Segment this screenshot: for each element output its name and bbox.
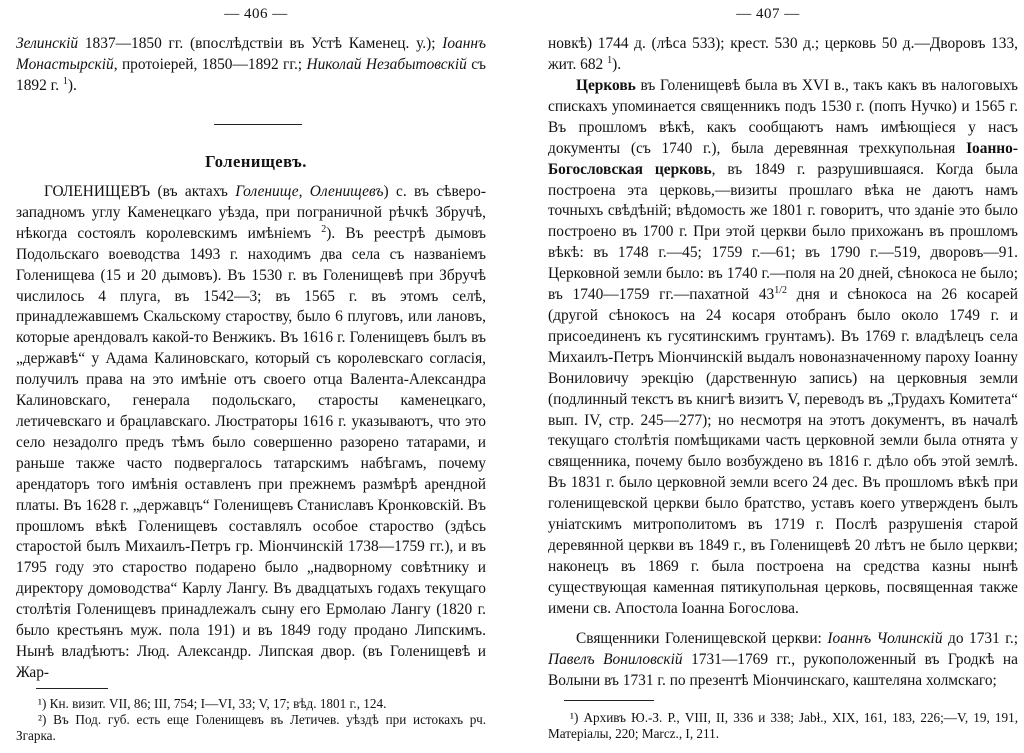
person-name: Николай Незабытовскiй bbox=[306, 55, 467, 73]
body-text: новкѣ) 1744 д. (лѣса 533); крест. 530 д.; церковь 50 д.—Дворовъ 133, жит. 682 bbox=[548, 35, 1018, 73]
footnote-ref: 1 bbox=[62, 75, 68, 87]
page-number-right: — 407 — bbox=[736, 6, 800, 22]
priest-name: Iоаннъ Чолинскiй bbox=[827, 630, 943, 647]
intro-text: ). bbox=[67, 76, 77, 94]
body-text: въ Голенищевѣ была въ XVI в., такъ какъ въ налоговыхъ спискахъ упоминается священникъ подъ 1530 г. (попъ Нучко) и 1565 г. Въ прошломъ вѣкѣ, какъ сообщаютъ намъ имѣющiеся у насъ документы (съ 1740 г.), была деревянная трехкупольная bbox=[548, 77, 1018, 157]
footnote: ¹) Кн. визит. VII, 86; III, 754; I—VI, 33; V, 17; вѣд. 1801 г., 124. bbox=[38, 696, 387, 711]
bold-term: Церковь bbox=[576, 77, 636, 94]
body-text: дня и сѣнокоса на 26 косарей (другой сѣнокосъ на 24 косаря отобранъ было около 1749 г. и присоединенъ къ гусятинскимъ грунтамъ). Въ 1769 г. владѣлецъ села Михаилъ-Петръ Мiончинскiй выдалъ новоназначенному пароху Iоанну Вониловичу эрекцiю (дарственную запись) на церковныя земли (подлинный текстъ въ книгѣ визитъ V, переводъ въ „Трудахъ Комитета“ вып. IV, стр. 245—277); но несмотря на этотъ документъ, въ началѣ текущаго столѣтiя помѣщиками часть церковной земли была отнята у священника, почему было возбуждено въ 1816 г. дѣло объ этой землѣ. Въ 1831 г. было церковной земли всего 24 дес. Въ прошломъ вѣкѣ при голенищевской церкви было братство, уставъ коего утвержденъ былъ унiатскимъ митрополитомъ въ 1719 г. Послѣ разрушенiя старой деревянной церкви въ 1849 г., въ Голенищевѣ 20 лѣтъ не было церкви; наконецъ въ 1869 г. была построена на средства казны нынѣ существующая каменная пятикупольная церковь, посвященная также имени св. Апостола Iоанна Богослова. bbox=[548, 286, 1018, 617]
body-text: (въ актахъ bbox=[150, 183, 236, 200]
body-text: , въ 1849 г. разрушившаяся. Когда была построена эта церковь,—визиты прошлаго вѣка не даютъ намъ точныхъ свѣдѣнiй; вѣдомость же 1801 г. говоритъ, что зданiе это было построено въ 1700 г. При этой церкви было прихожанъ въ прошломъ вѣкѣ: въ 1748 г.—45; 1759 г.—61; въ 1790 г.—519, дворовъ—91. Церковной земли было: въ 1740 г.—поля на 20 дней, сѣнокоса не было; въ 1740—1759 гг.—пахатной 43 bbox=[548, 160, 1019, 304]
fraction: 1/2 bbox=[774, 284, 787, 296]
body-text: ) с. въ сѣверо-западномъ углу Каменецкаго уѣзда, при пограничной рѣчкѣ Збручѣ, нѣкогда состоялъ королевскимъ имѣнiемъ bbox=[16, 183, 486, 242]
intro-text: 1837—1850 гг. (впослѣдствiи въ Устѣ Каменец. у.); bbox=[78, 35, 443, 52]
page-number-left: — 406 — bbox=[224, 6, 288, 22]
section-divider bbox=[214, 124, 302, 125]
main-paragraph bbox=[16, 182, 486, 684]
section-heading: Голенищевъ. bbox=[205, 152, 307, 171]
person-name: Iоаннъ Монастырскiй bbox=[16, 35, 486, 73]
body-text: до 1731 г.; bbox=[942, 630, 1018, 647]
person-name: Зелинскiй bbox=[16, 35, 79, 52]
church-paragraph bbox=[548, 76, 1018, 620]
footnotes-right bbox=[548, 710, 1018, 742]
priests-paragraph bbox=[548, 629, 1018, 692]
continuation-paragraph bbox=[548, 34, 1018, 76]
footnotes-left bbox=[16, 696, 486, 744]
footnote-divider bbox=[36, 688, 108, 689]
footnote: ¹) Архивъ Ю.-З. Р., VIII, II, 336 и 338; Jabł., XIX, 161, 183, 226;—V, 19, 191, Матерiалы, 220; Marcz., I, 211. bbox=[548, 710, 1018, 741]
body-italic: Голенище, Оленищевъ bbox=[235, 183, 384, 200]
priest-name: Павелъ Вониловскiй bbox=[548, 650, 683, 668]
body-text: Священники Голенищевской церкви: bbox=[576, 630, 828, 647]
lead-name: ГОЛЕНИЩЕВЪ bbox=[44, 183, 151, 200]
body-text: ). bbox=[612, 55, 622, 73]
intro-paragraph bbox=[16, 34, 486, 97]
intro-text: съ 1892 г. bbox=[16, 55, 486, 94]
body-text: 1731—1769 гг., рукоположенный въ Гродкѣ на Волыни въ 1731 г. по презентѣ Мiончинскаго, каштеляна холмскаго; bbox=[548, 650, 1018, 689]
body-text: ). Въ реестрѣ дымовъ Подольскаго воеводства 1493 г. находимъ два села съ названiемъ Голенищева (15 и 20 дымовъ). Въ 1530 г. въ Голенищевѣ при Збручѣ числилось 4 плуга, въ 1542—3; въ 1565 г. въ этомъ селѣ, принадлежавшемъ Скальскому староству, было 6 плуговъ, или лановъ, которые арендовалъ какой-то Венжикъ. Въ 1616 г. Голенищевъ былъ въ „державѣ“ у Адама Калиновскаго, который съ королевскаго согласiя, получилъ права на это имѣнiе отъ своего отца Валента-Александра Калиновскаго, генерала подольскаго, старосты каменецкаго, летичевскаго и брацлавскаго. Люстраторы 1616 г. указываютъ, что это село незадолго предъ тѣмъ было совершенно разорено татарами, и раньше также часто подвергалось татарскимъ набѣгамъ, почему арендаторъ того имѣнiя оставленъ при прежнемъ размѣрѣ арендной платы. Въ 1628 г. „державцъ“ Голенищевъ Станиславъ Кронковскiй. Въ прошломъ вѣкѣ Голенищевъ составлялъ особое староство (здѣсь старостой былъ Михаилъ-Петръ гр. Мiончинскiй 1738—1759 гг.), и въ 1795 году это староство подарено было „надворному совѣтнику и директору домоводства“ Карлу Лангу. Въ двадцатыхъ годахъ текущаго столѣтiя Голенищевъ принадлежалъ сыну его Ермолаю Лангу (1820 г. было крестьянъ муж. пола 191) и въ 1849 году продано Липскимъ. Нынѣ владѣютъ: Люд. Александр. Липская двор. (въ Голенищевѣ и Жар- bbox=[16, 224, 486, 681]
right-page bbox=[512, 0, 1024, 753]
bold-term: Iоанно-Богословская церковь bbox=[548, 139, 1018, 178]
footnote-divider bbox=[564, 700, 654, 701]
footnote-ref: 1 bbox=[607, 54, 613, 66]
footnote-ref: 2 bbox=[321, 223, 327, 235]
intro-text: , протоiерей, 1850—1892 гг.; bbox=[113, 55, 307, 73]
footnote: ²) Въ Под. губ. есть еще Голенищевъ въ Летичев. уѣздѣ при истокахъ рч. Згарка. bbox=[16, 712, 486, 743]
